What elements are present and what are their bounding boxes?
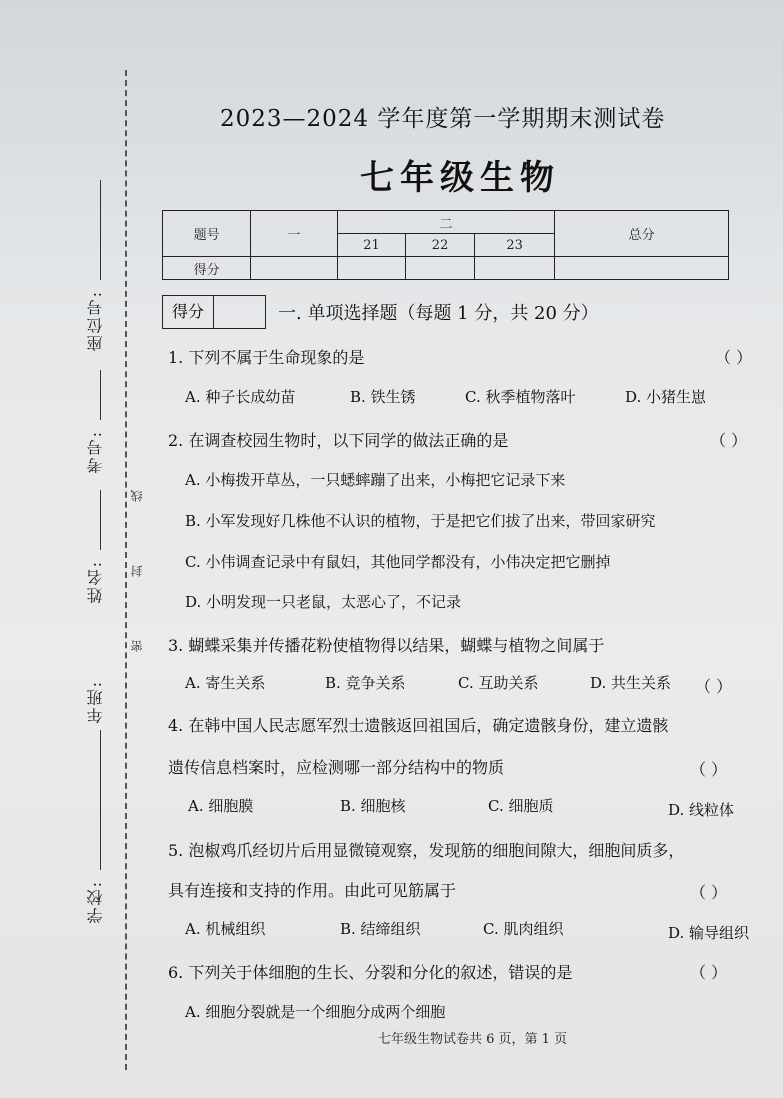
q3-stem: 3. 蝴蝶采集并传播花粉使植物得以结果，蝴蝶与植物之间属于 — [168, 636, 605, 655]
row-score-label: 得分 — [163, 257, 251, 280]
q5-option-c: C. 肌肉组织 — [483, 920, 564, 938]
q1-stem: 1. 下列不属于生命现象的是 — [168, 348, 365, 367]
page-footer: 七年级生物试卷共 6 页，第 1 页 — [378, 1032, 568, 1047]
class-field — [100, 730, 101, 830]
q1-option-d: D. 小猪生崽 — [625, 388, 707, 406]
q3-answer-paren[interactable]: （ ） — [695, 677, 733, 696]
score-cell-23[interactable] — [474, 257, 554, 280]
school-field — [100, 820, 101, 870]
q2-option-c: C. 小伟调查记录中有鼠妇，其他同学都没有，小伟决定把它删掉 — [185, 553, 611, 571]
exam-title: 2023—2024 学年度第一学期期末测试卷 — [220, 106, 666, 132]
q2-option-b: B. 小军发现好几株他不认识的植物，于是把它们拔了出来，带回家研究 — [185, 512, 656, 530]
th-q23: 23 — [474, 234, 554, 257]
score-cell-1[interactable] — [251, 257, 337, 280]
class-label: 年班: — [86, 680, 105, 724]
q3-option-c: C. 互助关系 — [458, 674, 539, 692]
seat-label: 座位号: — [86, 290, 105, 352]
q5-option-a: A. 机械组织 — [185, 920, 266, 938]
th-part-one: 一 — [251, 211, 337, 257]
q2-option-d: D. 小明发现一只老鼠，太恶心了，不记录 — [185, 593, 462, 611]
q1-option-b: B. 铁生锈 — [350, 388, 416, 406]
q4-stem-cont: 遗传信息档案时，应检测哪一部分结构中的物质 — [168, 758, 505, 777]
q3-option-b: B. 竞争关系 — [325, 674, 406, 692]
q2-stem: 2. 在调查校园生物时，以下同学的做法正确的是 — [168, 431, 509, 450]
q5-answer-paren[interactable]: （ ） — [690, 883, 728, 902]
seal-char-feng: 封 — [130, 565, 144, 577]
name-field — [100, 490, 101, 550]
th-part-two: 二 — [337, 211, 555, 234]
seat-field — [100, 180, 101, 280]
q5-stem: 5. 泡椒鸡爪经切片后用显微镜观察，发现筋的细胞间隙大，细胞间质多， — [168, 841, 685, 860]
q4-option-c: C. 细胞质 — [488, 797, 554, 815]
q4-option-b: B. 细胞核 — [340, 797, 406, 815]
q4-stem: 4. 在韩中国人民志愿军烈士遗骸返回祖国后，确定遗骸身份，建立遗骸 — [168, 716, 669, 735]
q3-option-d: D. 共生关系 — [590, 674, 672, 692]
section-score-cell[interactable] — [214, 296, 265, 328]
q1-option-a: A. 种子长成幼苗 — [185, 388, 296, 406]
q4-answer-paren[interactable]: （ ） — [690, 760, 728, 779]
seal-line — [125, 70, 127, 1070]
score-cell-21[interactable] — [337, 257, 406, 280]
binding-strip — [0, 0, 150, 1098]
seal-char-xian: 线 — [130, 490, 144, 502]
exam-no-field — [100, 370, 101, 420]
q6-answer-paren[interactable]: （ ） — [690, 963, 728, 982]
q4-option-d: D. 线粒体 — [668, 801, 735, 819]
q5-stem-cont: 具有连接和支持的作用。由此可见筋属于 — [168, 881, 457, 900]
q2-option-a: A. 小梅拨开草丛，一只蟋蟀蹦了出来，小梅把它记录下来 — [185, 471, 566, 489]
th-total: 总分 — [555, 211, 729, 257]
th-q22: 22 — [406, 234, 475, 257]
seal-char-mi: 密 — [130, 640, 144, 652]
th-q21: 21 — [337, 234, 406, 257]
school-label: 学校: — [86, 880, 105, 924]
q6-stem: 6. 下列关于体细胞的生长、分裂和分化的叙述，错误的是 — [168, 963, 573, 982]
section-title: 一. 单项选择题（每题 1 分，共 20 分） — [278, 303, 599, 324]
exam-no-label: 考号: — [86, 430, 105, 474]
q2-answer-paren[interactable]: （ ） — [710, 431, 748, 450]
name-label: 姓名: — [86, 560, 105, 604]
th-question-no: 题号 — [163, 211, 251, 257]
q5-option-d: D. 输导组织 — [668, 924, 750, 942]
q3-option-a: A. 寄生关系 — [185, 674, 266, 692]
q1-answer-paren[interactable]: （ ） — [715, 348, 753, 367]
q6-option-a: A. 细胞分裂就是一个细胞分成两个细胞 — [185, 1003, 446, 1021]
q1-option-c: C. 秋季植物落叶 — [465, 388, 576, 406]
q4-option-a: A. 细胞膜 — [188, 797, 254, 815]
section-score-box — [162, 295, 266, 329]
q5-option-b: B. 结缔组织 — [340, 920, 421, 938]
score-table — [162, 210, 729, 280]
exam-subtitle: 七年级生物 — [360, 158, 560, 198]
score-cell-total[interactable] — [555, 257, 729, 280]
section-score-label: 得分 — [163, 296, 214, 328]
score-cell-22[interactable] — [406, 257, 475, 280]
